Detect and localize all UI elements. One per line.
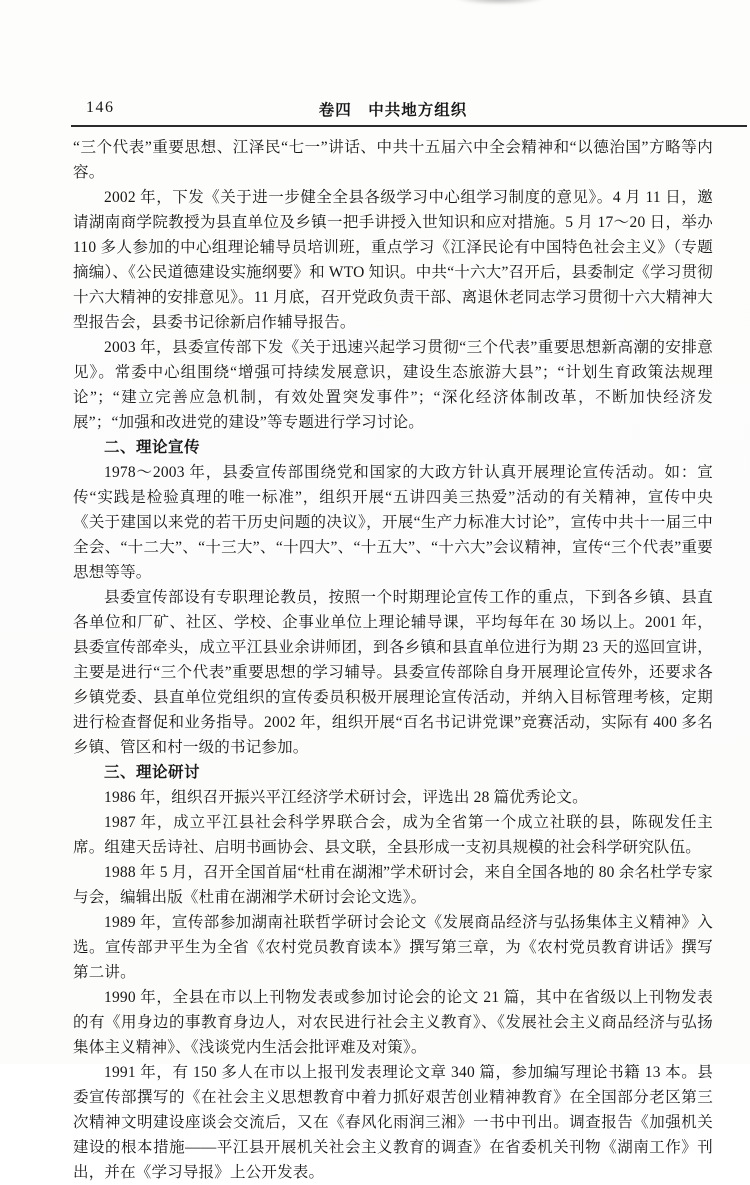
paragraph-1987: 1987 年，成立平江县社会科学界联合会，成为全省第一个成立社联的县，陈砚发任主席。组建天岳诗社、启明书画协会、县文联，全县形成一支初具规模的社会科学研究队伍。	[73, 814, 713, 856]
page-header	[73, 98, 713, 124]
paragraph-2002: 2002 年，下发《关于进一步健全全县各级学习中心组学习制度的意见》。4 月 11 日，邀请湖南商学院教授为县直单位及乡镇一把手讲授入世知识和应对措施。5 月 17～20 日，举办 110 多人参加的中心组理论辅导员培训班，重点学习《江泽民论有中国特色社会主义》（专题摘编）、《公民道德建设实施纲要》和 WTO 知识。中共“十六大”召开后，县委制定《学习贯彻十六大精神的安排意见》。11 月底，召开党政负责干部、离退休老同志学习贯彻十六大精神大型报告会，县委书记徐新启作辅导报告。	[73, 189, 713, 331]
paragraph-theory-instructors: 县委宣传部设有专职理论教员，按照一个时期理论宣传工作的重点，下到各乡镇、县直各单位和厂矿、社区、学校、企事业单位上理论辅导课，平均每年在 30 场以上。2001 年，县委宣传部牵头，成立平江县业余讲师团，到各乡镇和县直单位进行为期 23 天的巡回宣讲，主要是进行“三个代表”重要思想的学习辅导。县委宣传部除自身开展理论宣传外，还要求各乡镇党委、县直单位党组织的宣传委员积极开展理论宣传活动，并纳入目标管理考核，定期进行检查督促和业务指导。2002 年，组织开展“百名书记讲党课”竞赛活动，实际有 400 多名乡镇、管区和村一级的书记参加。	[73, 589, 713, 756]
scan-smudge	[455, 0, 545, 5]
paragraph-1978-2003: 1978～2003 年，县委宣传部围绕党和国家的大政方针认真开展理论宣传活动。如：宣传“实践是检验真理的唯一标准”，组织开展“五讲四美三热爱”活动的有关精神，宣传中央《关于建国以来党的若干历史问题的决议》，开展“生产力标准大讨论”，宣传中共十一届三中全会、“十二大”、“十三大”、“十四大”、“十五大”、“十六大”会议精神，宣传“三个代表”重要思想等等。	[73, 464, 713, 581]
section-heading-theory-propaganda: 二、理论宣传	[104, 439, 201, 456]
paragraph-1990: 1990 年，全县在市以上刊物发表或参加讨论会的论文 21 篇，其中在省级以上刊物发表的有《用身边的事教育身边人，对农民进行社会主义教育》、《发展社会主义商品经济与弘扬集体主义精神》、《浅谈党内生活会批评难及对策》。	[73, 989, 713, 1056]
section-heading-theory-seminar: 三、理论研讨	[104, 764, 201, 781]
paragraph-continuation: “三个代表”重要思想、江泽民“七一”讲话、中共十五届六中全会精神和“以德治国”方略等内容。	[73, 139, 713, 181]
paragraph-2003: 2003 年，县委宣传部下发《关于迅速兴起学习贯彻“三个代表”重要思想新高潮的安排意见》。常委中心组围绕“增强可持续发展意识，建设生态旅游大县”；“计划生育政策法规理论”；“建立完善应急机制，有效处置突发事件”；“深化经济体制改革，不断加快经济发展”；“加强和改进党的建设”等专题进行学习讨论。	[73, 339, 713, 431]
paragraph-1989: 1989 年，宣传部参加湖南社联哲学研讨会论文《发展商品经济与弘扬集体主义精神》入选。宣传部尹平生为全省《农村党员教育读本》撰写第三章，为《农村党员教育讲话》撰写第二讲。	[73, 914, 713, 981]
paragraph-1986: 1986 年，组织召开振兴平江经济学术研讨会，评选出 28 篇优秀论文。	[104, 789, 588, 806]
page-number: 146	[86, 99, 115, 116]
paragraph-1988: 1988 年 5 月，召开全国首届“杜甫在湖湘”学术研讨会，来自全国各地的 80 余名杜学专家与会，编辑出版《杜甫在湖湘学术研讨会论文选》。	[73, 864, 713, 906]
paragraph-1991: 1991 年，有 150 多人在市以上报刊发表理论文章 340 篇，参加编写理论书籍 13 本。县委宣传部撰写的《在社会主义思想教育中着力抓好艰苦创业精神教育》在全国部分老区第三次精神文明建设座谈会交流后，又在《春风化雨润三湘》一书中刊出。调查报告《加强机关建设的根本措施——平江县开展机关社会主义教育的调查》在省委机关刊物《湖南工作》刊出，并在《学习导报》上公开发表。	[73, 1064, 713, 1181]
header-rule	[71, 125, 747, 127]
running-head: 卷四 中共地方组织	[318, 102, 468, 119]
page-body	[73, 135, 713, 1185]
